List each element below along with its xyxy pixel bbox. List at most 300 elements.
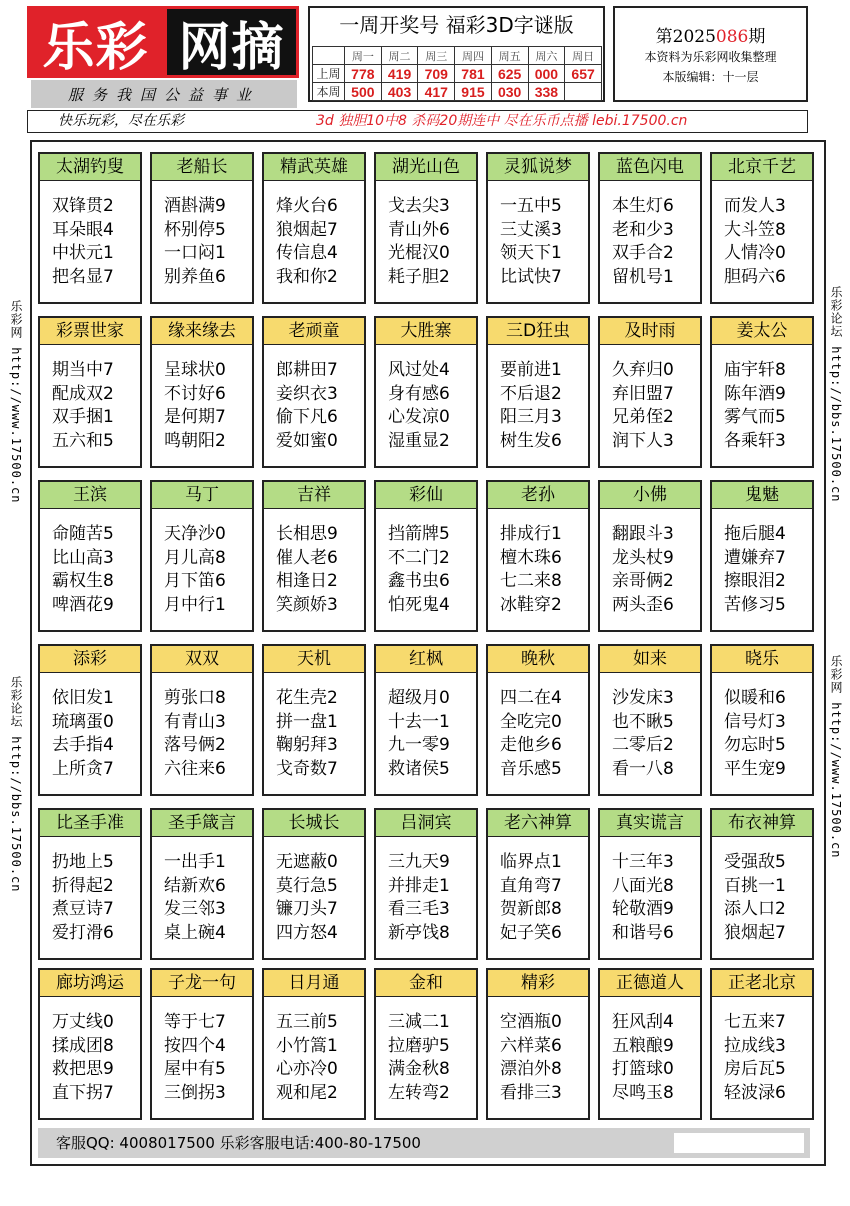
riddle-line: 十三年3 [612, 852, 674, 872]
riddle-line: 万丈线0 [52, 1012, 114, 1032]
riddle-line: 相逢日2 [276, 571, 338, 591]
riddle-card-body [40, 837, 140, 945]
riddle-line: 冰鞋穿2 [500, 594, 562, 615]
riddle-card-body [600, 509, 700, 617]
draw-results-title: 一周开奖号 福彩3D字谜版 [339, 13, 574, 37]
weekday-cell: 周五 [491, 47, 528, 65]
issue-value: 086 [715, 27, 749, 47]
riddle-card [374, 968, 478, 1120]
riddle-line: 笑颜娇3 [276, 594, 338, 615]
riddle-line: 狼烟起7 [724, 922, 786, 943]
riddle-line: 湿重显2 [388, 430, 450, 451]
riddle-card [710, 316, 814, 468]
weekday-row [313, 47, 602, 65]
riddle-card-author: 王滨 [40, 482, 140, 509]
riddle-line: 三减二1 [388, 1012, 450, 1032]
issue-suffix: 期 [748, 27, 766, 47]
riddle-card-author: 红枫 [376, 646, 476, 673]
riddle-line: 不讨好6 [164, 383, 226, 404]
riddle-card [710, 480, 814, 632]
riddle-card [150, 152, 254, 304]
riddle-line: 中状元1 [52, 243, 114, 263]
riddle-line: 双锋贯2 [52, 196, 114, 216]
riddle-card-author: 北京千艺 [712, 154, 812, 181]
riddle-card-author: 蓝色闪电 [600, 154, 700, 181]
riddle-line: 期当中7 [52, 360, 114, 380]
riddle-card-body [488, 837, 588, 945]
riddle-line: 七五来7 [724, 1012, 786, 1032]
this-week-row [313, 83, 602, 101]
draw-number: 417 [418, 83, 455, 101]
side-text-left-top: 乐彩网 http://www.17500.cn [9, 300, 23, 504]
riddle-line: 沙发床3 [612, 688, 674, 708]
riddle-line: 月中行1 [164, 594, 226, 615]
riddle-line: 而发人3 [724, 196, 786, 216]
riddle-line: 妃子笑6 [500, 922, 562, 943]
riddle-line: 领天下1 [500, 243, 562, 263]
riddle-card-body [600, 997, 700, 1105]
riddle-line: 六样菜6 [500, 1035, 562, 1056]
riddle-card-author: 双双 [152, 646, 252, 673]
riddle-line: 莫行急5 [276, 875, 338, 896]
riddle-card-author: 比圣手准 [40, 810, 140, 837]
riddle-line: 观和尾2 [276, 1082, 338, 1103]
riddle-line: 贺新郎8 [500, 899, 562, 919]
riddle-card-author: 天机 [264, 646, 364, 673]
collect-note: 本资料为乐彩网收集整理 [644, 50, 777, 64]
riddle-card-author: 鬼魅 [712, 482, 812, 509]
riddle-line: 房后瓦5 [724, 1059, 786, 1079]
riddle-card-body [264, 837, 364, 945]
riddle-card-body [264, 673, 364, 781]
riddle-card-author: 晚秋 [488, 646, 588, 673]
riddle-line: 并排走1 [388, 875, 450, 896]
draw-number: 781 [455, 65, 492, 83]
riddle-card [262, 808, 366, 960]
riddle-line: 陈年酒9 [724, 383, 786, 404]
footer-contact: 客服QQ: 4008017500 乐彩客服电话:400-80-17500 [56, 1134, 421, 1152]
riddle-line: 音乐感5 [500, 758, 562, 779]
weekday-cell: 周二 [381, 47, 418, 65]
riddle-line: 小竹篙1 [276, 1035, 338, 1056]
draw-number: 338 [528, 83, 565, 101]
riddle-line: 树生发6 [500, 430, 562, 451]
riddle-card-body [712, 837, 812, 945]
riddle-card-author: 大胜寨 [376, 318, 476, 345]
riddle-card [38, 808, 142, 960]
draw-number: 915 [455, 83, 492, 101]
riddle-card-body [600, 345, 700, 453]
riddle-card [486, 808, 590, 960]
riddle-card-author: 精武英雄 [264, 154, 364, 181]
riddle-line: 烽火台6 [276, 196, 338, 216]
weekday-cell: 周日 [565, 47, 602, 65]
riddle-line: 是何期7 [164, 407, 226, 427]
riddle-card [38, 152, 142, 304]
riddle-line: 琉璃蛋0 [52, 711, 114, 732]
riddle-line: 耳朵眼4 [52, 219, 114, 240]
footer-blank-box [674, 1133, 804, 1153]
riddle-card-author: 长城长 [264, 810, 364, 837]
riddle-line: 平生宠9 [724, 758, 786, 779]
riddle-line: 四二在4 [500, 688, 562, 708]
riddle-line: 看排三3 [500, 1082, 562, 1103]
riddle-line: 直下拐7 [52, 1082, 114, 1103]
riddle-card-body [488, 673, 588, 781]
riddle-line: 轮敬酒9 [612, 899, 674, 919]
riddle-line: 霸权生8 [52, 571, 114, 591]
riddle-line: 落号俩2 [164, 735, 226, 755]
riddle-line: 走他乡6 [500, 735, 562, 755]
riddle-card-author: 彩仙 [376, 482, 476, 509]
riddle-card-body [152, 509, 252, 617]
draw-results-table [312, 46, 602, 101]
riddle-line: 花生壳2 [276, 688, 338, 708]
riddle-line: 呈球状0 [164, 360, 226, 380]
riddle-card-author: 日月通 [264, 970, 364, 997]
riddle-card [38, 316, 142, 468]
side-text-right-top: 乐彩论坛 http://bbs.17500.cn [829, 286, 843, 503]
riddle-card [150, 808, 254, 960]
editor-note: 本版编辑：十一层 [662, 70, 759, 84]
riddle-line: 翻跟斗3 [612, 524, 674, 544]
riddle-card-body [152, 673, 252, 781]
riddle-line: 屋中有5 [164, 1059, 226, 1079]
draw-number: 709 [418, 65, 455, 83]
riddle-line: 两头歪6 [612, 594, 674, 615]
riddle-card-author: 吕洞宾 [376, 810, 476, 837]
riddle-card [38, 968, 142, 1120]
riddle-line: 四方怒4 [276, 922, 338, 943]
riddle-card-author: 老顽童 [264, 318, 364, 345]
riddle-card-body [152, 837, 252, 945]
riddle-line: 偷下凡6 [276, 407, 338, 427]
riddle-card-body [376, 673, 476, 781]
riddle-card-body [376, 837, 476, 945]
riddle-line: 郎耕田7 [276, 360, 338, 380]
riddle-line: 结新欢6 [164, 875, 226, 896]
logo [27, 6, 299, 104]
riddle-card-author: 正德道人 [600, 970, 700, 997]
riddle-line: 救把思9 [52, 1059, 114, 1079]
riddle-card-author: 太湖钓叟 [40, 154, 140, 181]
riddle-line: 拉磨驴5 [388, 1035, 450, 1056]
issue-prefix: 第2025 [655, 27, 716, 47]
riddle-line: 拼一盘1 [276, 711, 338, 732]
riddle-card [374, 644, 478, 796]
riddle-card-body [152, 997, 252, 1105]
riddle-line: 上所贪7 [52, 758, 114, 779]
riddle-line: 戈奇数7 [276, 758, 338, 779]
riddle-line: 把名显7 [52, 266, 114, 287]
riddle-line: 狼烟起7 [276, 219, 338, 240]
riddle-line: 拖后腿4 [724, 524, 786, 544]
riddle-card [486, 152, 590, 304]
riddle-card-body [712, 345, 812, 453]
riddle-line: 鞠躬拜3 [276, 735, 338, 755]
riddle-card-body [376, 997, 476, 1105]
riddle-card-author: 添彩 [40, 646, 140, 673]
riddle-card-author: 灵狐说梦 [488, 154, 588, 181]
riddle-line: 三丈溪3 [500, 219, 562, 240]
riddle-line: 发三邻3 [164, 899, 226, 919]
riddle-line: 长相思9 [276, 524, 338, 544]
logo-black-part: 网摘 [164, 6, 299, 78]
issue-panel [613, 6, 808, 102]
riddle-line: 怕死鬼4 [388, 594, 450, 615]
riddle-card [150, 968, 254, 1120]
riddle-card-author: 真实谎言 [600, 810, 700, 837]
riddle-line: 人情冷0 [724, 243, 786, 263]
riddle-card [150, 644, 254, 796]
riddle-card-author: 布衣神算 [712, 810, 812, 837]
riddle-line: 月下笛6 [164, 571, 226, 591]
riddle-card-body [40, 673, 140, 781]
riddle-card [486, 968, 590, 1120]
draw-number: 657 [565, 65, 602, 83]
page-header [0, 0, 850, 140]
riddle-line: 不后退2 [500, 383, 562, 404]
riddle-card [374, 316, 478, 468]
riddle-line: 爱打滑6 [52, 922, 114, 943]
riddle-card [598, 808, 702, 960]
riddle-line: 擦眼泪2 [724, 571, 786, 591]
riddle-card [486, 316, 590, 468]
riddle-line: 檀木珠6 [500, 547, 562, 568]
weekday-cell: 周三 [418, 47, 455, 65]
riddle-line: 杯别停5 [164, 219, 226, 240]
riddle-line: 天净沙0 [164, 524, 226, 544]
riddle-line: 似暖和6 [724, 688, 786, 708]
riddle-card [710, 152, 814, 304]
side-text-left-bottom: 乐彩论坛 http://bbs.17500.cn [9, 676, 23, 893]
riddle-line: 胆码六6 [724, 266, 786, 287]
riddle-line: 排成行1 [500, 524, 562, 544]
riddle-line: 临界点1 [500, 852, 562, 872]
last-week-label: 上周 [313, 65, 345, 83]
riddle-card [262, 152, 366, 304]
riddle-card-body [712, 997, 812, 1105]
riddle-card-body [488, 345, 588, 453]
riddle-card [150, 480, 254, 632]
riddle-card [262, 644, 366, 796]
riddle-card-body [376, 345, 476, 453]
riddle-line: 妾织衣3 [276, 383, 338, 404]
riddle-line: 庙宇轩8 [724, 360, 786, 380]
riddle-card-author: 圣手箴言 [152, 810, 252, 837]
riddle-card [710, 644, 814, 796]
riddle-line: 留机号1 [612, 266, 674, 287]
riddle-card-author: 及时雨 [600, 318, 700, 345]
riddle-line: 各乘轩3 [724, 430, 786, 451]
riddle-line: 超级月0 [388, 688, 450, 708]
riddle-line: 九一零9 [388, 735, 450, 755]
riddle-card-author: 缘来缘去 [152, 318, 252, 345]
riddle-line: 左转弯2 [388, 1082, 450, 1103]
riddle-line: 酒斟满9 [164, 196, 226, 216]
riddle-line: 配成双2 [52, 383, 114, 404]
riddle-card-body [264, 345, 364, 453]
riddle-line: 信号灯3 [724, 711, 786, 732]
riddle-card [262, 968, 366, 1120]
riddle-line: 苦修习5 [724, 594, 786, 615]
draw-number: 500 [345, 83, 382, 101]
riddle-line: 鸣朝阳2 [164, 430, 226, 451]
riddle-card [262, 480, 366, 632]
riddle-line: 去手指4 [52, 735, 114, 755]
draw-results-panel [308, 6, 605, 102]
riddle-line: 也不瞅5 [612, 711, 674, 732]
riddle-card [598, 968, 702, 1120]
riddle-card-author: 马丁 [152, 482, 252, 509]
riddle-card-body [712, 673, 812, 781]
riddle-line: 比山高3 [52, 547, 114, 568]
riddle-line: 扔地上5 [52, 852, 114, 872]
riddle-line: 三倒拐3 [164, 1082, 226, 1103]
draw-number: 778 [345, 65, 382, 83]
riddle-card-body [264, 997, 364, 1105]
riddle-line: 爱如蜜0 [276, 430, 338, 451]
riddle-card-author: 老船长 [152, 154, 252, 181]
riddle-line: 拉成线3 [724, 1035, 786, 1056]
riddle-line: 新亭饯8 [388, 922, 450, 943]
riddle-line: 五六和5 [52, 430, 114, 451]
riddle-card [598, 480, 702, 632]
riddle-line: 催人老6 [276, 547, 338, 568]
riddle-card-body [600, 181, 700, 289]
side-text-right-bottom: 乐彩网 http://www.17500.cn [829, 655, 843, 859]
riddle-line: 心发凉0 [388, 407, 450, 427]
riddle-line: 二零后2 [612, 735, 674, 755]
riddle-line: 本生灯6 [612, 196, 674, 216]
riddle-card [374, 480, 478, 632]
draw-number: 000 [528, 65, 565, 83]
riddle-line: 兄弟侄2 [612, 407, 674, 427]
riddle-card [150, 316, 254, 468]
promo-link[interactable]: 3d 独胆10中8 杀码20期连中 尽在乐币点播 lebi.17500.cn [316, 113, 688, 129]
riddle-line: 等于七7 [164, 1012, 226, 1032]
issue-number [615, 22, 806, 47]
riddle-line: 传信息4 [276, 243, 338, 263]
riddle-line: 揉成团8 [52, 1035, 114, 1056]
riddle-card-body [600, 837, 700, 945]
riddle-line: 五三前5 [276, 1012, 338, 1032]
riddle-card-author: 老孙 [488, 482, 588, 509]
riddle-card-body [152, 345, 252, 453]
draw-number: 403 [381, 83, 418, 101]
riddle-card-author: 姜太公 [712, 318, 812, 345]
riddle-card-body [40, 181, 140, 289]
riddle-card-body [40, 509, 140, 617]
riddle-card-body [488, 509, 588, 617]
riddle-line: 久弃归0 [612, 360, 674, 380]
footer-bar [38, 1128, 810, 1158]
riddle-line: 看三毛3 [388, 899, 450, 919]
riddle-line: 满金秋8 [388, 1059, 450, 1079]
riddle-card-body [600, 673, 700, 781]
riddle-card [374, 152, 478, 304]
riddle-line: 桌上碗4 [164, 922, 226, 943]
riddle-card-author: 小佛 [600, 482, 700, 509]
riddle-card-author: 三D狂虫 [488, 318, 588, 345]
riddle-line: 鑫书虫6 [388, 571, 450, 591]
riddle-card-author: 如来 [600, 646, 700, 673]
riddle-line: 镰刀头7 [276, 899, 338, 919]
riddle-line: 龙头杖9 [612, 547, 674, 568]
riddle-card-body [376, 181, 476, 289]
riddle-line: 受强敌5 [724, 852, 786, 872]
riddle-line: 有青山3 [164, 711, 226, 732]
riddle-card-author: 廊坊鸿运 [40, 970, 140, 997]
riddle-card [598, 644, 702, 796]
riddle-line: 折得起2 [52, 875, 114, 896]
riddle-card [486, 644, 590, 796]
riddle-card [262, 316, 366, 468]
riddle-line: 一口闷1 [164, 243, 226, 263]
weekday-cell: 周六 [528, 47, 565, 65]
riddle-card-author: 正老北京 [712, 970, 812, 997]
riddle-card-body [40, 997, 140, 1105]
riddle-card-author: 金和 [376, 970, 476, 997]
riddle-line: 青山外6 [388, 219, 450, 240]
riddle-card-author: 湖光山色 [376, 154, 476, 181]
this-week-label: 本周 [313, 83, 345, 101]
riddle-line: 亲哥俩2 [612, 571, 674, 591]
riddle-card-author: 老六神算 [488, 810, 588, 837]
riddle-card [38, 644, 142, 796]
riddle-line: 空酒瓶0 [500, 1012, 562, 1032]
riddle-line: 五粮酿9 [612, 1035, 674, 1056]
riddle-card-author: 吉祥 [264, 482, 364, 509]
riddle-line: 勿忘时5 [724, 735, 786, 755]
riddle-line: 尽鸣玉8 [612, 1082, 674, 1103]
riddle-line: 不二门2 [388, 547, 450, 568]
riddle-line: 我和你2 [276, 266, 338, 287]
draw-number: 419 [381, 65, 418, 83]
riddle-line: 直角弯7 [500, 875, 562, 896]
draw-number: 030 [491, 83, 528, 101]
riddle-line: 阳三月3 [500, 407, 562, 427]
riddle-line: 啤酒花9 [52, 594, 114, 615]
riddle-line: 双手捆1 [52, 407, 114, 427]
slogan: 服务我国公益事业 [31, 80, 297, 108]
riddle-line: 风过处4 [388, 360, 450, 380]
riddle-card-body [264, 509, 364, 617]
riddle-line: 三九天9 [388, 852, 450, 872]
logo-red-part: 乐彩 [27, 6, 164, 78]
weekday-cell: 周一 [345, 47, 382, 65]
riddle-card [598, 152, 702, 304]
riddle-line: 一出手1 [164, 852, 226, 872]
riddle-line: 别养鱼6 [164, 266, 226, 287]
riddle-line: 全吃完0 [500, 711, 562, 732]
corner-cell [313, 47, 345, 65]
riddle-line: 八面光8 [612, 875, 674, 896]
riddle-line: 雾气而5 [724, 407, 786, 427]
last-week-row [313, 65, 602, 83]
riddle-line: 要前进1 [500, 360, 562, 380]
riddle-card [598, 316, 702, 468]
riddle-line: 命随苦5 [52, 524, 114, 544]
draw-number [565, 83, 602, 101]
riddle-line: 打篮球0 [612, 1059, 674, 1079]
riddle-card-body [488, 997, 588, 1105]
riddle-line: 心亦冷0 [276, 1059, 338, 1079]
riddle-card-author: 子龙一句 [152, 970, 252, 997]
riddle-line: 按四个4 [164, 1035, 226, 1056]
riddle-line: 百挑一1 [724, 875, 786, 896]
promo-bar [27, 110, 808, 133]
